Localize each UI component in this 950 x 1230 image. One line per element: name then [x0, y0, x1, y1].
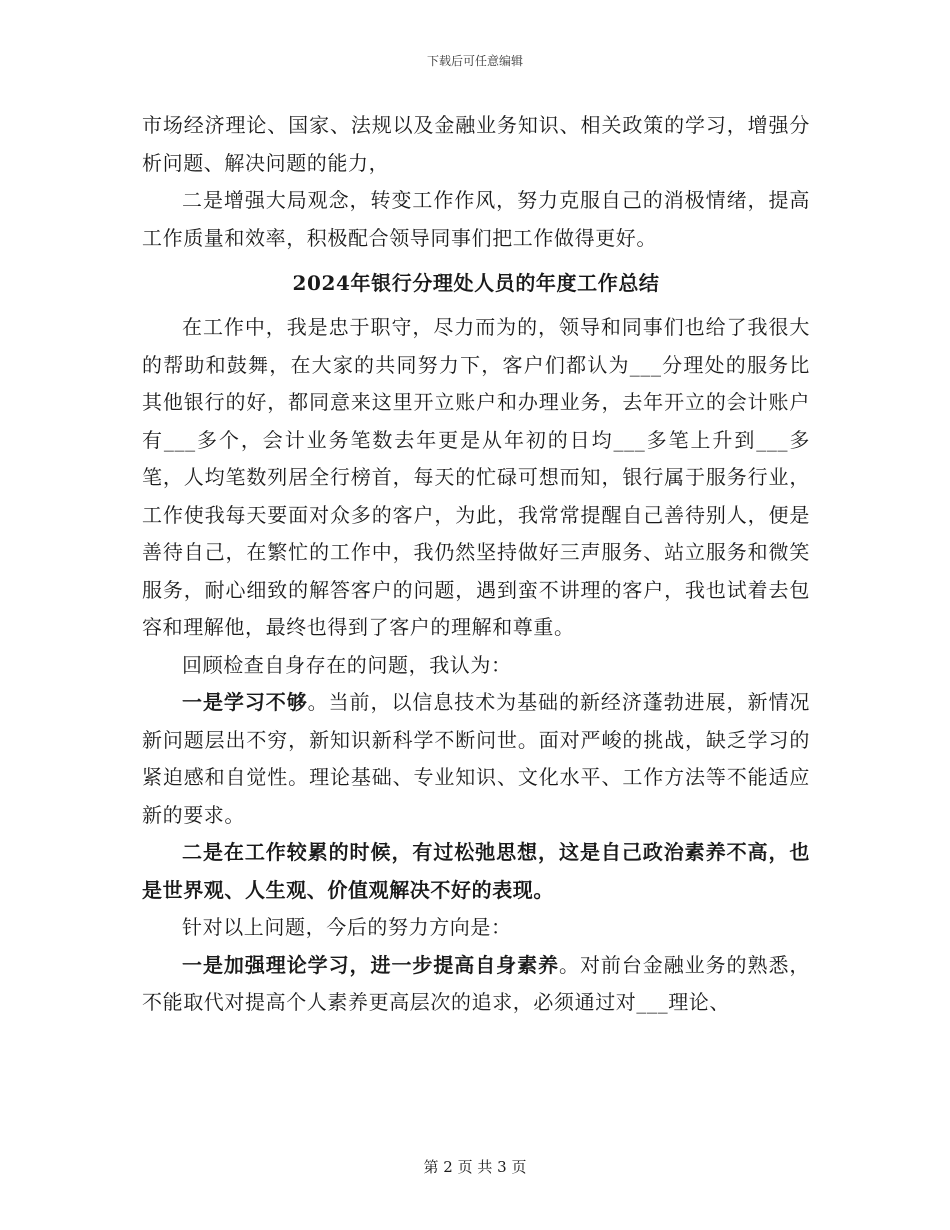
paragraph-6-body: 。对前台金融业务的熟悉，不能取代对提高个人素养更高层次的追求，必须通过对___理论、	[142, 952, 810, 1014]
document-title: 2024年银行分理处人员的年度工作总结	[292, 271, 660, 295]
body-paragraph-5: 针对以上问题，今后的努力方向是：	[182, 915, 512, 939]
body-paragraph-4: 二是在工作较累的时候，有过松弛思想，这是自己政治素养不高，也是世界观、人生观、价值观解决不好的表现。	[142, 840, 810, 902]
body-paragraph-1: 在工作中，我是忠于职守，尽力而为的，领导和同事们也给了我很大的帮助和鼓舞，在大家的共同努力下，客户们都认为___分理处的服务比其他银行的好，都同意来这里开立账户和办理业务，去年开立的会计账户有___多个，会计业务笔数去年更是从年初的日均___多笔上升到___多笔，人均笔数列居全行榜首，每天的忙碌可想而知，银行属于服务行业，工作使我每天要面对众多的客户，为此，我常常提醒自己善待别人，便是善待自己，在繁忙的工作中，我仍然坚持做好三声服务、站立服务和微笑服务，耐心细致的解答客户的问题，遇到蛮不讲理的客户，我也试着去包容和理解他，最终也得到了客户的理解和尊重。	[142, 315, 810, 639]
intro-paragraph-1: 市场经济理论、国家、法规以及金融业务知识、相关政策的学习，增强分析问题、解决问题的能力，	[142, 113, 810, 175]
intro-paragraph-2: 二是增强大局观念，转变工作作风，努力克服自己的消极情绪，提高工作质量和效率，积极配合领导同事们把工作做得更好。	[142, 188, 810, 250]
page-number: 第 2 页 共 3 页	[423, 1158, 527, 1176]
body-paragraph-2: 回顾检查自身存在的问题，我认为：	[182, 652, 512, 677]
body-paragraph-6	[142, 947, 810, 1022]
paragraph-6-lead: 一是加强理论学习，进一步提高自身素养	[182, 952, 559, 977]
paragraph-3-body: 。当前，以信息技术为基础的新经济蓬勃进展，新情况新问题层出不穷，新知识新科学不断问世。面对严峻的挑战，缺乏学习的紧迫感和自觉性。理论基础、专业知识、文化水平、工作方法等不能适应新的要求。	[142, 690, 810, 827]
paragraph-3-lead: 一是学习不够	[182, 690, 308, 714]
document-body	[142, 107, 810, 1022]
body-paragraph-3	[142, 684, 810, 834]
page-header-note: 下载后可任意编辑	[426, 54, 523, 68]
